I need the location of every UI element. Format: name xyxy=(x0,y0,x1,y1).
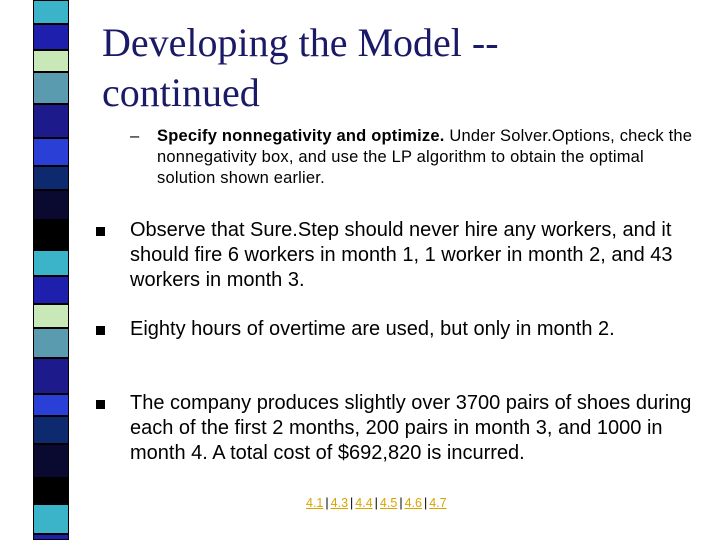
sub-point-bold: Specify nonnegativity and optimize. xyxy=(157,127,445,145)
stripe-block xyxy=(33,504,69,534)
stripe-block xyxy=(33,138,69,166)
bullet-item xyxy=(96,218,696,293)
bullet-square-icon xyxy=(96,326,105,335)
slide-title xyxy=(102,18,702,118)
bullet-square-icon xyxy=(96,227,105,236)
nav-separator: | xyxy=(350,496,354,510)
bullet-item xyxy=(96,391,696,466)
stripe-block xyxy=(33,250,69,276)
stripe-block xyxy=(33,276,69,304)
title-line-1: Developing the Model -- xyxy=(102,20,499,65)
bullet-square-icon xyxy=(96,400,105,409)
stripe-block xyxy=(33,328,69,358)
bullet-text: Eighty hours of overtime are used, but only in month 2. xyxy=(130,318,615,340)
sub-point-text xyxy=(157,126,700,189)
decorative-stripe xyxy=(0,0,70,540)
bullet-text: The company produces slightly over 3700 pairs of shoes during each of the first 2 months, 200 pairs in month 3, and 1000 in month 4. A total cost of $692,820 is incurred. xyxy=(130,392,692,464)
title-line-2: continued xyxy=(102,70,260,115)
nav-link-4-3[interactable]: 4.3 xyxy=(330,496,349,510)
nav-separator: | xyxy=(399,496,403,510)
nav-link-4-7[interactable]: 4.7 xyxy=(429,496,447,510)
stripe-block xyxy=(33,416,69,444)
sub-point xyxy=(130,126,700,189)
bullet-item xyxy=(96,317,696,342)
nav-link-4-4[interactable]: 4.4 xyxy=(355,496,373,510)
stripe-block xyxy=(33,534,69,540)
bullet-text: Observe that Sure.Step should never hire any workers, and it should fire 6 workers in month 1, 1 worker in month 2, and 43 workers in month 3. xyxy=(130,219,673,291)
slide-nav-links xyxy=(306,496,447,510)
stripe-block xyxy=(33,358,69,394)
nav-link-4-5[interactable]: 4.5 xyxy=(379,496,398,510)
nav-link-4-6[interactable]: 4.6 xyxy=(404,496,422,510)
stripe-block xyxy=(33,72,69,104)
stripe-block xyxy=(33,394,69,416)
stripe-block xyxy=(33,166,69,190)
stripe-block xyxy=(33,444,69,478)
stripe-block xyxy=(33,220,69,250)
nav-separator: | xyxy=(374,496,378,510)
stripe-block xyxy=(33,104,69,138)
stripe-block xyxy=(33,24,69,50)
nav-separator: | xyxy=(325,496,329,510)
stripe-block xyxy=(33,50,69,72)
sub-point-rest: Under Solver.Options, check the nonnegativity box, and use the LP algorithm to obtain the optimal solution shown earlier. xyxy=(157,127,693,187)
stripe-block xyxy=(33,304,69,328)
nav-link-4-1[interactable]: 4.1 xyxy=(306,496,324,510)
dash-marker: – xyxy=(130,127,140,145)
stripe-block xyxy=(33,190,69,220)
stripe-block xyxy=(33,478,69,504)
nav-separator: | xyxy=(423,496,428,510)
stripe-block xyxy=(33,0,69,24)
